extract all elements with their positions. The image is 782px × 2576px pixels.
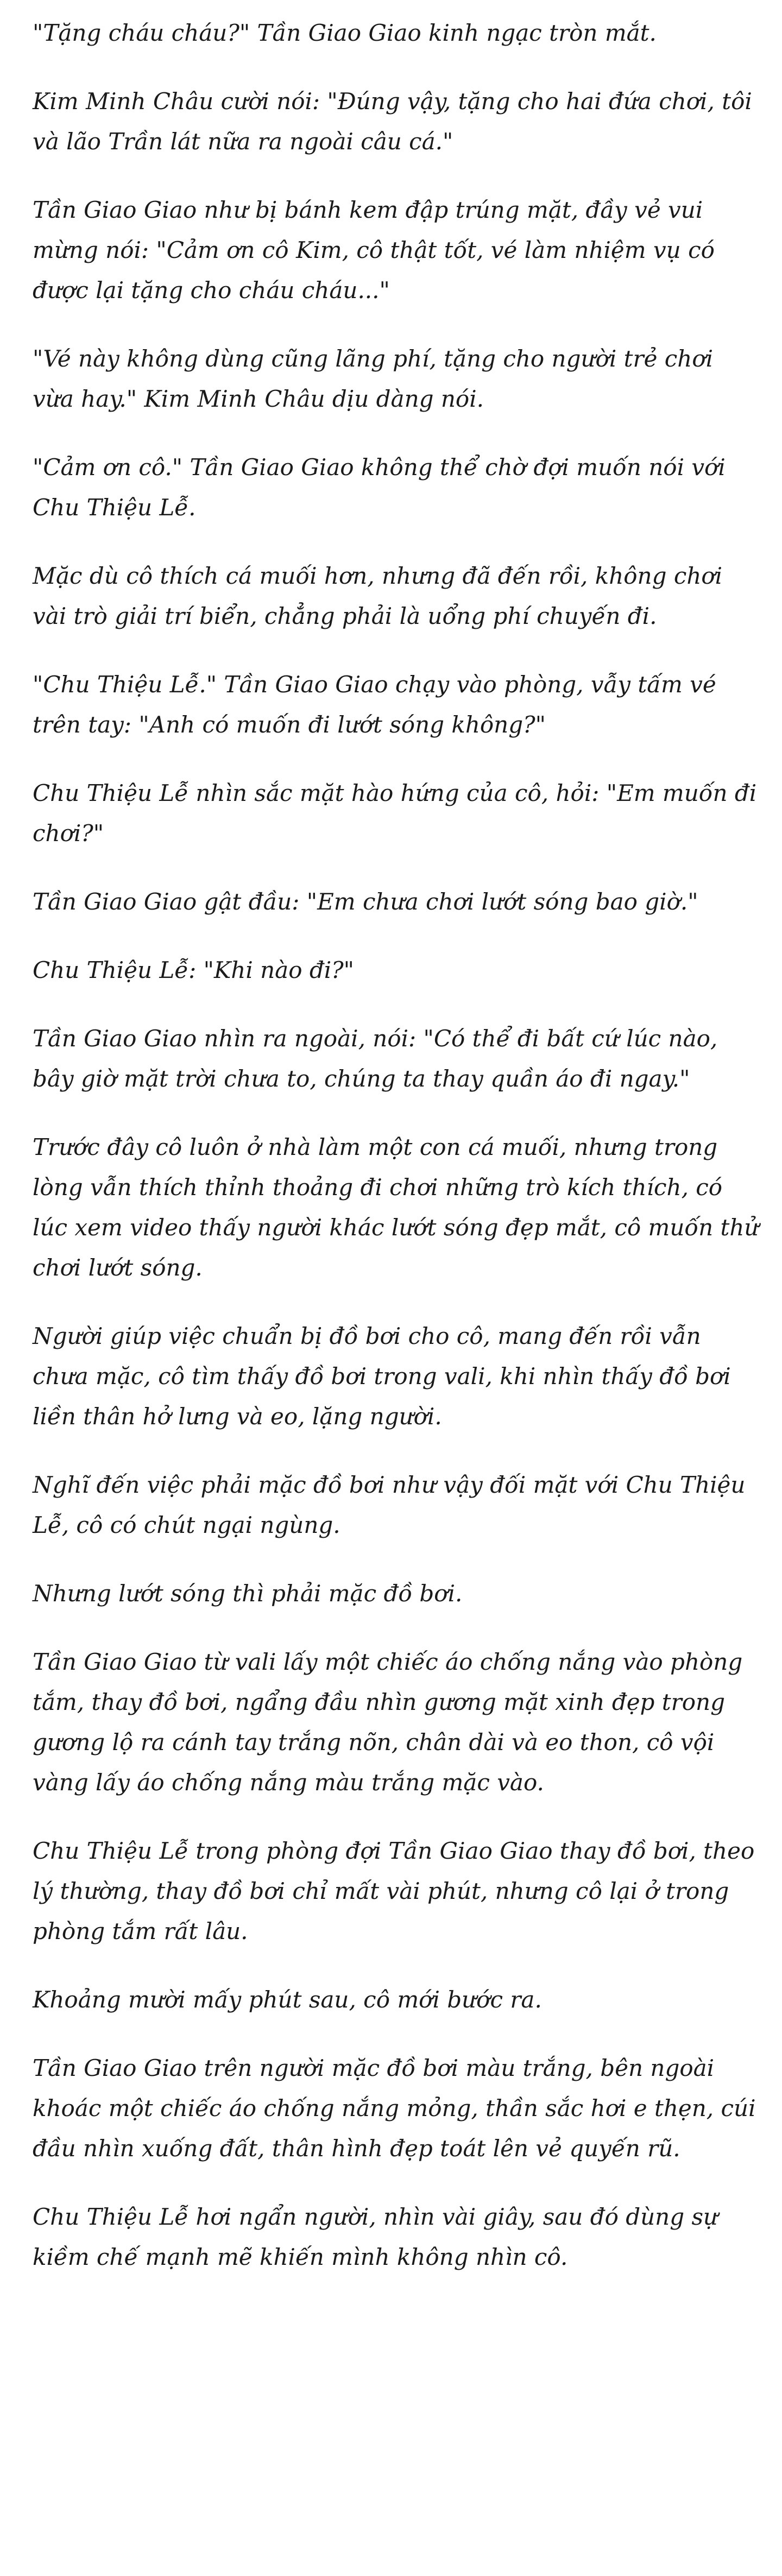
paragraph: Mặc dù cô thích cá muối hơn, nhưng đã đến rồi, không chơi vài trò giải trí biển, chẳng phải là uổng phí chuyến đi. [33,563,723,629]
paragraph: Trước đây cô luôn ở nhà làm một con cá muối, nhưng trong lòng vẫn thích thỉnh thoảng đi chơi những trò kích thích, có lúc xem video thấy người khác lướt sóng đẹp mắt, cô muốn thử chơi lướt sóng. [33,1134,759,1281]
paragraph: Tần Giao Giao trên người mặc đồ bơi màu trắng, bên ngoài khoác một chiếc áo chống nắng mỏng, thần sắc hơi e thẹn, cúi đầu nhìn xuống đất, thân hình đẹp toát lên vẻ quyến rũ. [33,2055,756,2162]
paragraph: "Chu Thiệu Lễ." Tần Giao Giao chạy vào phòng, vẫy tấm vé trên tay: "Anh có muốn đi lướt sóng không?" [33,671,716,738]
paragraph: "Vé này không dùng cũng lãng phí, tặng cho người trẻ chơi vừa hay." Kim Minh Châu dịu dàng nói. [33,345,714,412]
paragraph: "Cảm ơn cô." Tần Giao Giao không thể chờ đợi muốn nói với Chu Thiệu Lễ. [33,454,726,521]
paragraph: Người giúp việc chuẩn bị đồ bơi cho cô, mang đến rồi vẫn chưa mặc, cô tìm thấy đồ bơi trong vali, khi nhìn thấy đồ bơi liền thân hở lưng và eo, lặng người. [33,1323,731,1430]
paragraph: Tần Giao Giao gật đầu: "Em chưa chơi lướt sóng bao giờ." [33,888,698,915]
paragraph: Tần Giao Giao nhìn ra ngoài, nói: "Có thể đi bất cứ lúc nào, bây giờ mặt trời chưa to, chúng ta thay quần áo đi ngay." [33,1025,718,1092]
paragraph: Tần Giao Giao từ vali lấy một chiếc áo chống nắng vào phòng tắm, thay đồ bơi, ngẩng đầu nhìn gương mặt xinh đẹp trong gương lộ ra cánh tay trắng nõn, chân dài và eo thon, cô vội vàng lấy áo chống nắng màu trắng mặc vào. [33,1649,743,1796]
paragraph: Nghĩ đến việc phải mặc đồ bơi như vậy đối mặt với Chu Thiệu Lễ, cô có chút ngại ngùng. [33,1472,746,1538]
paragraph: Chu Thiệu Lễ nhìn sắc mặt hào hứng của cô, hỏi: "Em muốn đi chơi?" [33,780,757,847]
story-text [33,13,760,2306]
paragraph: Tần Giao Giao như bị bánh kem đập trúng mặt, đầy vẻ vui mừng nói: "Cảm ơn cô Kim, cô thật tốt, vé làm nhiệm vụ có được lại tặng cho cháu cháu..." [33,197,715,304]
paragraph: Chu Thiệu Lễ hơi ngẩn người, nhìn vài giây, sau đó dùng sự kiềm chế mạnh mẽ khiến mình không nhìn cô. [33,2204,718,2270]
paragraph: Chu Thiệu Lễ trong phòng đợi Tần Giao Giao thay đồ bơi, theo lý thường, thay đồ bơi chỉ mất vài phút, nhưng cô lại ở trong phòng tắm rất lâu. [33,1838,755,1944]
paragraph: "Tặng cháu cháu?" Tần Giao Giao kinh ngạc tròn mắt. [33,20,657,46]
paragraph: Kim Minh Châu cười nói: "Đúng vậy, tặng cho hai đứa chơi, tôi và lão Trần lát nữa ra ngoài câu cá." [33,88,752,155]
paragraph: Chu Thiệu Lễ: "Khi nào đi?" [33,957,354,983]
paragraph: Nhưng lướt sóng thì phải mặc đồ bơi. [33,1580,463,1607]
paragraph: Khoảng mười mấy phút sau, cô mới bước ra. [33,1986,542,2013]
